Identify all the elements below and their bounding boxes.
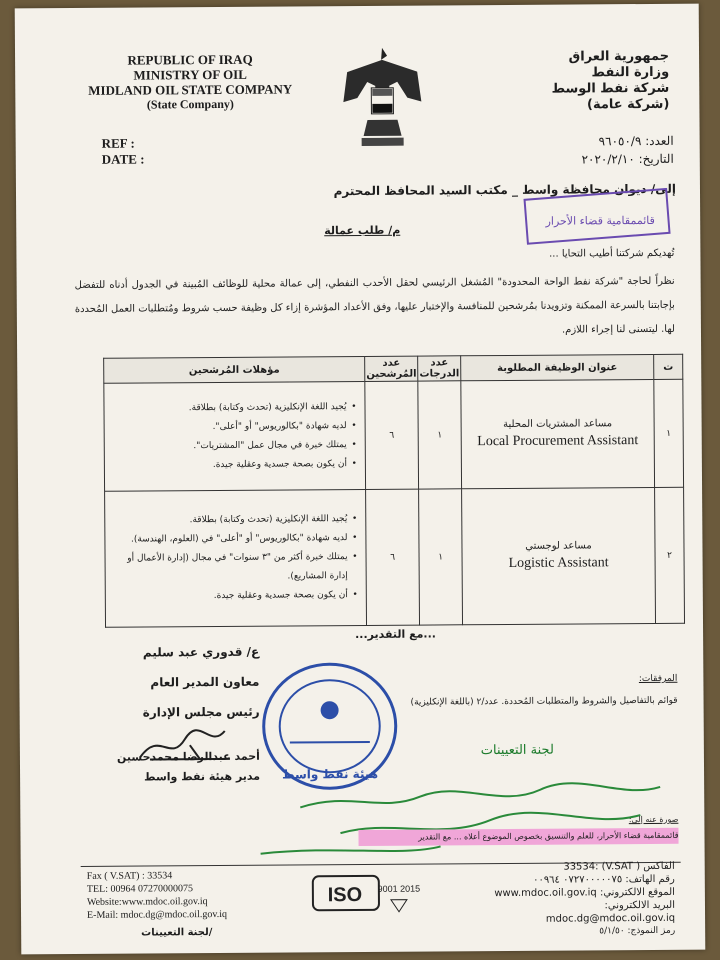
header-ar-line: شركة نفط الوسط (551, 80, 670, 97)
purple-stamp-text: قائممقامية قضاء الأحرار (545, 213, 655, 228)
qualification-item: • لديه شهادة "بكالوريوس" أو "أعلى". (113, 417, 357, 438)
blue-stamp-text: هيئة نفط واسط (282, 766, 379, 782)
letter-number: العدد: ٩٦٠٥٠/٩ (598, 133, 674, 149)
attachments-block (377, 668, 677, 714)
job-title-en: Logistic Assistant (508, 555, 609, 571)
subject-text: م/ طلب عمالة (324, 223, 401, 238)
header-en-line: (State Company) (146, 96, 234, 112)
col-grades: عدد الدرجات (419, 357, 460, 380)
qualification-item: • يُجيد اللغة الإنكليزية (تحدث وكتابة) بطلاقة. (112, 398, 356, 419)
qualification-item: • لديه شهادة "بكالوريوس" أو "أعلى" في (العلوم، الهندسة). (113, 529, 357, 550)
header-en-line: MINISTRY OF OIL (133, 66, 247, 83)
footer-email-ar: البريد الالكتروني: mdoc.dg@mdoc.oil.gov.iq (545, 899, 676, 925)
header-ar-line: وزارة النفط (591, 64, 670, 81)
grades-cell: ١ (419, 489, 463, 625)
bottom-note: /لجنة التعيينات (141, 927, 213, 939)
regards-line: ...مع التقدير... (355, 627, 437, 642)
iso-text: ISO (327, 883, 363, 907)
header-en-line: MIDLAND OIL STATE COMPANY (88, 81, 293, 98)
table-row (105, 487, 685, 627)
ref-label: REF : (101, 135, 135, 151)
candidates-cell: ٦ (366, 489, 420, 625)
iso-certification-logo (311, 870, 421, 917)
date-label: DATE : (101, 151, 145, 167)
attachment-item: قوائم بالتفاصيل والشروط والمتطلبات المُحددة. عدد/٢ (باللغة الإنكليزية) (410, 695, 678, 708)
table-row (104, 379, 684, 491)
signatory-name: ع/ قدوري عبد سليم (142, 644, 260, 660)
job-title-cell (462, 487, 656, 624)
row-index: ٢ (655, 487, 685, 623)
footer-tel-ar: رقم الهاتف: ٠٧٢٧٠٠٠٠٠٧٥ ٠٠٩٦٤ (533, 873, 675, 886)
col-job-title: عنوان الوظيفة المطلوبة (461, 354, 654, 380)
arabic-number-date (581, 132, 673, 169)
letter-date: التاريخ: ٢٠٢٠/٢/١٠ (581, 151, 674, 167)
qualification-item: • أن يكون بصحة جسدية وعقلية جيدة. (114, 586, 358, 607)
attachments-label: المرفقات: (638, 673, 678, 685)
qualification-item: • يمتلك خبرة في مجال عمل "المشتريات". (113, 436, 357, 457)
qualification-item: • يمتلك خبرة أكثر من "٣ سنوات" في مجال (إدارة الأعمال أو إدارة المشاريع). (113, 548, 357, 588)
handwritten-note: لجنة التعيينات (480, 742, 554, 759)
document-page (15, 4, 706, 955)
footer-english (87, 869, 227, 922)
job-title-cell (461, 379, 655, 488)
addressee-line: إلى/ ديوان محافظة واسط _ مكتب السيد المحافظ المحترم (333, 181, 677, 199)
body-paragraph: نظراً لحاجة "شركة نفط الواحة المحدودة" المُشغل الرئيسي لحقل الأحدب النفطي، إلى عمالة محلية للوظائف المُبينة في الجدول أدناه للتفضل بإجابتنا بالسرعة الممكنة وتزويدنا بمُرشحين للمنافسة والإختبار عليها، وفق الأعداد المؤشرة إزاء كل وظيفة حسب شروط ومُتطلبات العمل المُحددة لها. ليتسنى لنا إجراء اللازم. (74, 275, 676, 336)
signatory-title: معاون المدير العام (150, 674, 260, 690)
signatory-title: رئيس مجلس الإدارة (142, 704, 260, 720)
qualification-item: • يُجيد اللغة الإنكليزية (تحدث وكتابة) بطلاقة. (113, 510, 357, 531)
footer-tel: TEL: 00964 07270000075 (86, 883, 194, 895)
signatory-1 (99, 637, 260, 728)
col-index: ت (654, 354, 683, 379)
footer-website-ar: الموقع الالكتروني: www.mdoc.oil.gov.iq (494, 886, 675, 900)
copy-to-label: صورة عنه إلى: (628, 814, 679, 825)
job-title-ar: مساعد المشتريات المحلية (503, 418, 613, 430)
header-ar-line: (شركة عامة) (586, 96, 670, 113)
header-ar-line: جمهورية العراق (568, 48, 670, 65)
qualifications-cell (104, 381, 366, 491)
copy-to-item: قائممقامية قضاء الأحرار، للعلم والتنسيق بخصوص الموضوع أعلاه ... مع التقدير (358, 828, 678, 846)
greeting: تُهديكم شركتنا أطيب التحايا ... (549, 247, 675, 260)
qualification-item: • أن يكون بصحة جسدية وعقلية جيدة. (113, 455, 357, 476)
iso-code: 9001 2015 (377, 883, 421, 894)
header-english (85, 51, 295, 112)
candidates-cell: ٦ (365, 381, 419, 489)
footer-fax: Fax ( V.SAT) : 33534 (86, 870, 173, 882)
footer-arabic (475, 860, 676, 939)
col-candidates: عدد المُرشحين (366, 357, 417, 380)
header-en-line: REPUBLIC OF IRAQ (127, 51, 253, 68)
copy-to-block (358, 812, 678, 846)
footer-email: E-Mail: mdoc.dg@mdoc.oil.gov.iq (87, 908, 228, 921)
ref-date-block (102, 135, 145, 167)
subject-line (324, 224, 400, 238)
job-title-ar: مساعد لوجستي (525, 540, 592, 552)
purple-stamp (522, 188, 672, 249)
jobs-table (103, 354, 685, 628)
iraq-eagle-emblem (337, 42, 428, 151)
col-qualifications: مؤهلات المُرشحين (104, 356, 365, 383)
job-title-en: Local Procurement Assistant (477, 433, 639, 450)
signatory-name: أحمد عبدالرضا محمدحسين (116, 749, 260, 764)
signatory-title: مدير هيئة نفط واسط (144, 769, 261, 784)
footer-website: Website:www.mdoc.oil.gov.iq (86, 896, 208, 908)
green-handwriting (240, 759, 681, 862)
form-code: رمز النموذج: ٥/١/٥٠ (599, 925, 676, 937)
qualifications-cell (105, 489, 367, 627)
grades-cell: ١ (418, 381, 461, 489)
footer-fax-ar: الفاكس ( V.SAT) :33534 (563, 860, 675, 873)
signatory-2 (90, 747, 260, 788)
row-index: ١ (654, 379, 684, 487)
header-arabic (479, 49, 669, 114)
